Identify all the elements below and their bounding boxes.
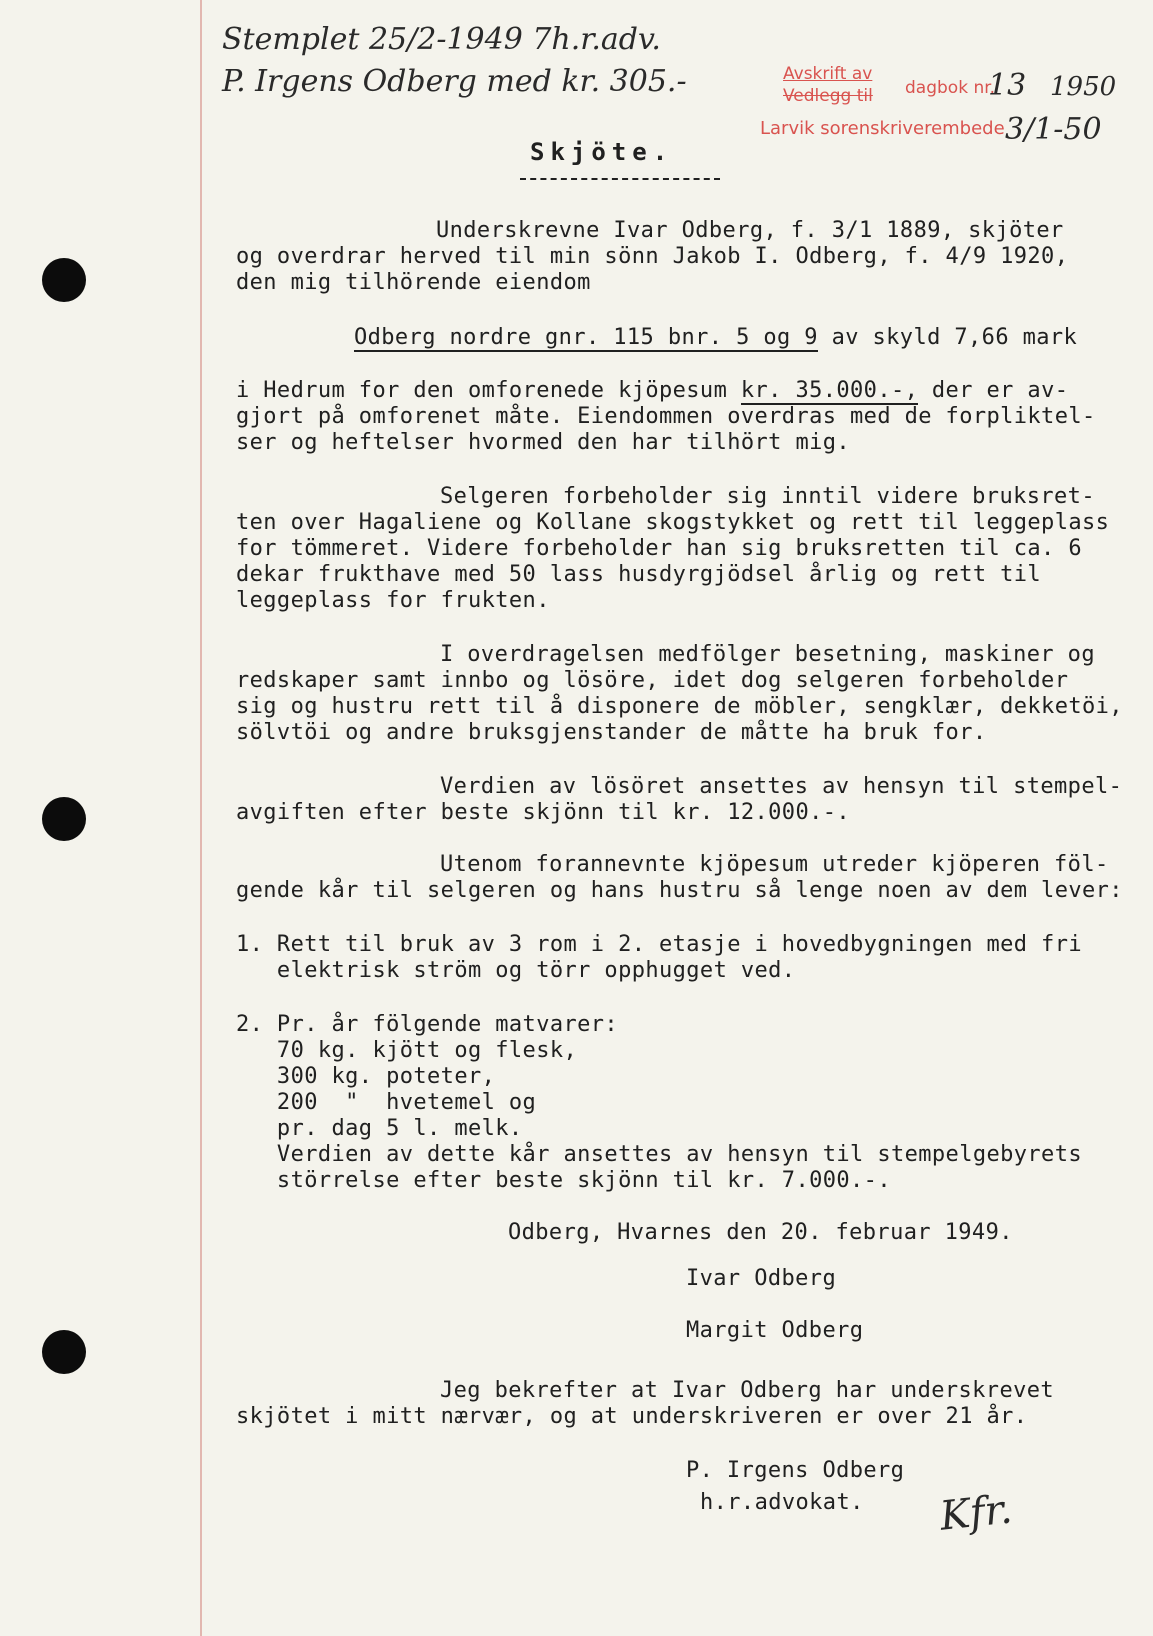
p2-line: gjort på omforenet måte. Eiendommen overdras med de forpliktel-	[236, 404, 1096, 429]
p5-line: Verdien av lösöret ansettes av hensyn til stempel-	[440, 774, 1123, 799]
p6-line: gende kår til selgeren og hans hustru så lenge noen av dem lever:	[236, 878, 1123, 903]
p4-line: I overdragelsen medfölger besetning, maskiner og	[440, 642, 1095, 667]
item2-line: störrelse efter beste skjönn til kr. 7.000.-.	[236, 1168, 891, 1193]
document-title: Skjöte.	[530, 138, 674, 166]
punch-hole	[42, 258, 86, 302]
p3-line: Selgeren forbeholder sig inntil videre bruksret-	[440, 484, 1095, 509]
p2-end: der er av-	[918, 378, 1069, 403]
punch-hole	[42, 797, 86, 841]
item2-line: pr. dag 5 l. melk.	[236, 1116, 523, 1141]
witness-title: h.r.advokat.	[700, 1490, 864, 1515]
stamp-date: 3/1-50	[1005, 112, 1102, 147]
item2-line: 300 kg. poteter,	[236, 1064, 496, 1089]
p3-line: for tömmeret. Videre forbeholder han sig bruksretten til ca. 6	[236, 536, 1082, 561]
item2-line: Verdien av dette kår ansettes av hensyn til stempelgebyrets	[236, 1142, 1082, 1167]
purchase-amount: kr. 35.000.-,	[740, 378, 919, 403]
p3-line: leggeplass for frukten.	[236, 588, 550, 613]
stamp-avskrift: Avskrift av	[783, 64, 873, 84]
handwritten-stamp-note-line1: Stemplet 25/2-1949 7h.r.adv.	[222, 22, 661, 57]
item1-line: elektrisk ström og törr opphugget ved.	[236, 958, 796, 983]
seller-name: Ivar Odberg	[686, 1266, 837, 1291]
handwritten-initials: Kfr.	[937, 1486, 1015, 1540]
p4-line: sig og hustru rett til å disponere de möbler, sengklær, dekketöi,	[236, 694, 1123, 719]
witness-line: Jeg bekrefter at Ivar Odberg har underskrevet	[440, 1378, 1055, 1403]
p2-start: i Hedrum for den omforenede kjöpesum	[236, 378, 741, 403]
stamp-dagbok: dagbok nr.	[905, 78, 996, 98]
margin-line	[200, 0, 202, 1636]
p2-first-line	[236, 378, 1068, 404]
property-designation: Odberg nordre gnr. 115 bnr. 5 og 9	[354, 325, 818, 350]
item2-line: 70 kg. kjött og flesk,	[236, 1038, 578, 1063]
p1-line: og overdrar herved til min sönn Jakob I. Odberg, f. 4/9 1920,	[236, 244, 1069, 269]
item1-line: 1. Rett til bruk av 3 rom i 2. etasje i hovedbygningen med fri	[236, 932, 1082, 957]
stamp-vedlegg: Vedlegg til	[783, 86, 873, 106]
property-line	[354, 325, 1077, 351]
spouse-name: Margit Odberg	[686, 1318, 864, 1343]
stamp-office: Larvik sorenskriverembede	[760, 118, 1005, 139]
property-skyld: av skyld 7,66 mark	[817, 325, 1078, 350]
p3-line: dekar frukthave med 50 lass husdyrgjödsel årlig og rett til	[236, 562, 1042, 587]
p4-line: redskaper samt innbo og lösöre, idet dog selgeren forbeholder	[236, 668, 1069, 693]
p3-line: ten over Hagaliene og Kollane skogstykket og rett til leggeplass	[236, 510, 1110, 535]
stamp-dagbok-number: 13	[988, 68, 1027, 103]
p4-line: sölvtöi og andre bruksgjenstander de måtte ha bruk for.	[236, 720, 987, 745]
place-date: Odberg, Hvarnes den 20. februar 1949.	[508, 1220, 1013, 1245]
p6-line: Utenom forannevnte kjöpesum utreder kjöperen föl-	[440, 852, 1109, 877]
item2-line: 200 " hvetemel og	[236, 1090, 537, 1115]
p2-line: ser og heftelser hvormed den har tilhört mig.	[236, 430, 851, 455]
handwritten-stamp-note-line2: P. Irgens Odberg med kr. 305.-	[222, 64, 687, 99]
witness-line: skjötet i mitt nærvær, og at underskriveren er over 21 år.	[236, 1404, 1028, 1429]
p1-line: Underskrevne Ivar Odberg, f. 3/1 1889, skjöter	[436, 218, 1064, 243]
p5-line: avgiften efter beste skjönn til kr. 12.000.-.	[236, 800, 851, 825]
item2-line: 2. Pr. år fölgende matvarer:	[236, 1012, 619, 1037]
stamp-year: 1950	[1050, 72, 1117, 102]
title-underline	[520, 178, 720, 180]
p1-line: den mig tilhörende eiendom	[236, 270, 591, 295]
punch-hole	[42, 1330, 86, 1374]
witness-name: P. Irgens Odberg	[686, 1458, 905, 1483]
